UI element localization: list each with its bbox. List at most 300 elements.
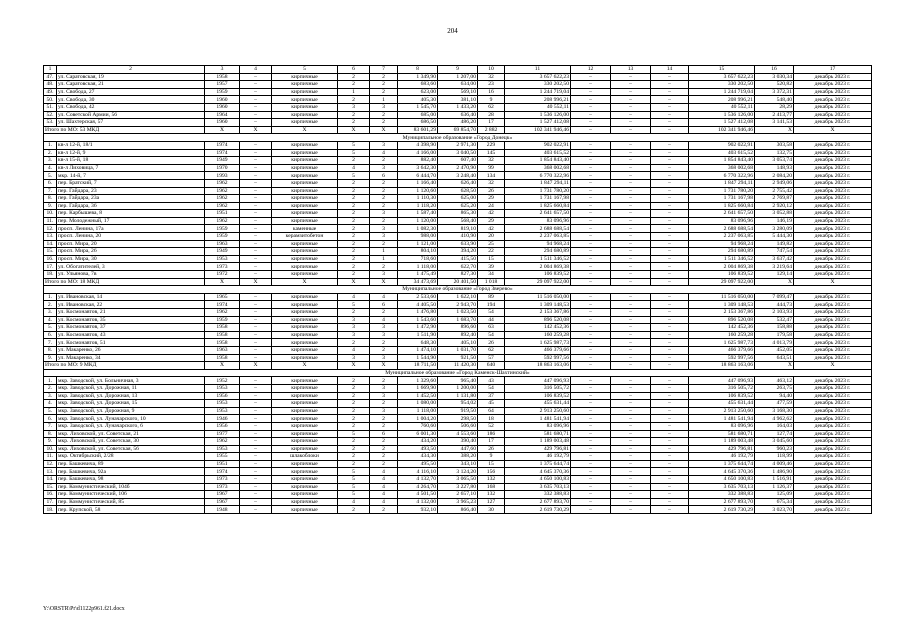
- table-cell: –: [611, 248, 651, 256]
- table-cell: 827,30: [438, 271, 478, 279]
- table-cell: 2: [338, 233, 370, 241]
- table-cell: –: [651, 248, 689, 256]
- table-cell: 2: [370, 88, 398, 96]
- table-cell: керамзитобетон: [272, 233, 338, 241]
- table-cell: –: [571, 172, 611, 180]
- table-cell: 4 650 100,83: [689, 476, 755, 484]
- table-cell: –: [651, 491, 689, 499]
- table-cell: каменные: [272, 225, 338, 233]
- total-cell: Х: [794, 126, 872, 134]
- table-cell: 3 227,80: [438, 483, 478, 491]
- table-cell: 40 552,11: [505, 103, 571, 111]
- table-cell: декабрь 2023 г.: [794, 498, 872, 506]
- table-cell: 15: [478, 255, 505, 263]
- table-cell: 5.: [44, 172, 57, 180]
- table-cell: 132,75: [755, 149, 794, 157]
- table-cell: 2: [370, 119, 398, 127]
- total-cell: Х: [205, 126, 240, 134]
- table-cell: 1 825 660,84: [689, 202, 755, 210]
- table-cell: –: [240, 255, 272, 263]
- table-cell: –: [611, 210, 651, 218]
- table-cell: –: [611, 316, 651, 324]
- total-cell: 18 863 163,06: [689, 362, 755, 370]
- table-cell: 3: [370, 324, 398, 332]
- total-cell: Х: [240, 126, 272, 134]
- table-cell: 3 030,34: [755, 73, 794, 81]
- table-cell: 46 192,79: [689, 453, 755, 461]
- table-cell: 2: [338, 422, 370, 430]
- table-cell: –: [240, 331, 272, 339]
- municipality-title: Муниципальное образование «Город Каменск-Шахтинский»: [44, 369, 872, 377]
- table-cell: кирпичные: [272, 331, 338, 339]
- address-cell: просп. Мира, 26: [57, 248, 205, 256]
- table-cell: 1952: [205, 377, 240, 385]
- table-cell: 1 082,30: [398, 225, 438, 233]
- table-row: [44, 498, 872, 506]
- table-cell: кирпичные: [272, 324, 338, 332]
- table-cell: 148,93: [755, 164, 794, 172]
- table-cell: 628,50: [438, 187, 478, 195]
- table-cell: –: [240, 217, 272, 225]
- table-cell: –: [611, 422, 651, 430]
- table-cell: 54: [478, 331, 505, 339]
- table-cell: –: [240, 453, 272, 461]
- table-cell: 3: [370, 407, 398, 415]
- table-cell: –: [651, 309, 689, 317]
- table-cell: 118,99: [755, 453, 794, 461]
- total-cell: 29 097 922,00: [505, 278, 571, 286]
- table-cell: –: [651, 164, 689, 172]
- table-cell: –: [651, 415, 689, 423]
- total-cell: 18 711,50: [398, 362, 438, 370]
- table-row: [44, 111, 872, 119]
- table-cell: 3 965,23: [438, 498, 478, 506]
- table-cell: 46 192,79: [505, 453, 571, 461]
- table-cell: –: [240, 187, 272, 195]
- table-cell: 106 839,52: [689, 392, 755, 400]
- table-cell: 592 997,56: [505, 354, 571, 362]
- table-cell: 1953: [205, 255, 240, 263]
- total-cell: –: [571, 362, 611, 370]
- table-cell: –: [651, 506, 689, 514]
- table-cell: 1 207,00: [438, 73, 478, 81]
- table-cell: 1963: [205, 346, 240, 354]
- table-cell: 303,58: [755, 141, 794, 149]
- total-row: [44, 362, 872, 370]
- table-cell: –: [240, 346, 272, 354]
- table-cell: –: [571, 195, 611, 203]
- table-cell: 477,59: [755, 400, 794, 408]
- table-cell: 3 637,42: [755, 255, 794, 263]
- table-cell: –: [611, 271, 651, 279]
- table-cell: 1 511 346,52: [505, 255, 571, 263]
- table-cell: 1 120,00: [398, 217, 438, 225]
- table-cell: 3: [370, 210, 398, 218]
- table-cell: 145: [478, 149, 505, 157]
- table-cell: 405,10: [438, 339, 478, 347]
- table-cell: 1 309 148,53: [689, 301, 755, 309]
- table-cell: кирпичные: [272, 483, 338, 491]
- table-row: [44, 240, 872, 248]
- table-cell: 4 013,79: [755, 339, 794, 347]
- table-cell: 410,90: [438, 233, 478, 241]
- address-cell: мкр. Заводской, ул. Дорожная, 9: [57, 407, 205, 415]
- table-cell: 581 680,71: [505, 430, 571, 438]
- total-cell: 29 097 922,00: [689, 278, 755, 286]
- table-cell: кирпичные: [272, 476, 338, 484]
- table-cell: 1962: [205, 187, 240, 195]
- table-cell: 2 641 657,50: [505, 210, 571, 218]
- table-cell: –: [571, 81, 611, 89]
- table-cell: 2.: [44, 384, 57, 392]
- table-cell: 2: [338, 453, 370, 461]
- table-cell: –: [571, 438, 611, 446]
- table-cell: –: [240, 445, 272, 453]
- column-number: 9: [438, 66, 478, 74]
- address-cell: мкр. Лиховской, ул. Советская, 30: [57, 438, 205, 446]
- table-cell: 452,05: [755, 346, 794, 354]
- table-cell: 3 023,70: [755, 506, 794, 514]
- table-cell: 455 631,44: [689, 400, 755, 408]
- table-cell: 11 516 050,00: [505, 293, 571, 301]
- table-cell: –: [651, 225, 689, 233]
- total-cell: –: [651, 278, 689, 286]
- table-cell: 1 683,70: [438, 316, 478, 324]
- table-cell: –: [611, 430, 651, 438]
- table-cell: –: [651, 400, 689, 408]
- table-cell: 208 996,21: [689, 96, 755, 104]
- address-cell: ул. Саратовская, 19: [57, 73, 205, 81]
- table-cell: 52: [478, 422, 505, 430]
- table-cell: декабрь 2023 г.: [794, 88, 872, 96]
- table-cell: 43: [478, 377, 505, 385]
- table-cell: 532,47: [755, 316, 794, 324]
- table-cell: –: [651, 453, 689, 461]
- table-cell: –: [611, 400, 651, 408]
- table-cell: 1949: [205, 248, 240, 256]
- table-cell: 1951: [205, 210, 240, 218]
- table-cell: –: [240, 324, 272, 332]
- table-cell: декабрь 2023 г.: [794, 301, 872, 309]
- table-cell: –: [651, 96, 689, 104]
- table-cell: 1974: [205, 141, 240, 149]
- table-cell: 463,12: [755, 377, 794, 385]
- table-cell: 2: [370, 81, 398, 89]
- table-cell: декабрь 2023 г.: [794, 430, 872, 438]
- table-row: [44, 346, 872, 354]
- total-cell: Х: [794, 278, 872, 286]
- table-cell: кирпичные: [272, 210, 338, 218]
- table-cell: –: [240, 354, 272, 362]
- total-cell: 20 401,50: [438, 278, 478, 286]
- table-cell: –: [611, 81, 651, 89]
- total-cell: Х: [755, 362, 794, 370]
- table-cell: –: [651, 422, 689, 430]
- table-row: [44, 88, 872, 96]
- table-cell: –: [651, 301, 689, 309]
- table-cell: –: [571, 430, 611, 438]
- total-cell: Х: [755, 278, 794, 286]
- table-cell: 7 099,47: [755, 293, 794, 301]
- table-cell: –: [571, 96, 611, 104]
- table-cell: 127: [478, 498, 505, 506]
- address-cell: пер. Коммунистический, 85: [57, 498, 205, 506]
- table-cell: –: [240, 460, 272, 468]
- table-cell: –: [571, 217, 611, 225]
- table-cell: 1 527 412,08: [505, 119, 571, 127]
- table-cell: кирпичные: [272, 202, 338, 210]
- total-label: Итого по МО: 18 МКД: [44, 278, 205, 286]
- table-cell: 5: [338, 149, 370, 157]
- table-cell: –: [240, 172, 272, 180]
- table-cell: 1962: [205, 202, 240, 210]
- address-cell: кв-л 12-й, 18/1: [57, 141, 205, 149]
- total-cell: 102 341 946,46: [689, 126, 755, 134]
- table-cell: 2: [338, 384, 370, 392]
- total-cell: Х: [370, 278, 398, 286]
- table-cell: 2: [370, 400, 398, 408]
- table-cell: 2: [370, 202, 398, 210]
- table-row: [44, 255, 872, 263]
- table-cell: –: [240, 248, 272, 256]
- table-cell: 3.: [44, 157, 57, 165]
- address-cell: просп. Мира, 30: [57, 255, 205, 263]
- table-cell: 6 770 322,96: [505, 172, 571, 180]
- table-cell: 1 452,50: [398, 392, 438, 400]
- total-cell: 83 601,29: [398, 126, 438, 134]
- table-cell: 4 132,00: [398, 498, 438, 506]
- table-cell: 146,19: [755, 217, 794, 225]
- address-cell: пер. Крупской, 58: [57, 506, 205, 514]
- table-cell: декабрь 2023 г.: [794, 240, 872, 248]
- table-cell: –: [611, 172, 651, 180]
- table-cell: –: [651, 195, 689, 203]
- table-row: [44, 141, 872, 149]
- table-cell: –: [651, 271, 689, 279]
- table-row: [44, 354, 872, 362]
- total-cell: 640: [478, 362, 505, 370]
- table-cell: кирпичные: [272, 263, 338, 271]
- table-cell: –: [240, 316, 272, 324]
- table-cell: 3 052,88: [755, 210, 794, 218]
- total-label: Итого по МО: 9 МКД: [44, 362, 205, 370]
- table-cell: 1951: [205, 460, 240, 468]
- table-cell: 2: [370, 263, 398, 271]
- table-cell: 3: [338, 354, 370, 362]
- table-cell: кирпичные: [272, 96, 338, 104]
- table-row: [44, 81, 872, 89]
- table-cell: 1 309 148,53: [505, 301, 571, 309]
- table-cell: 2: [370, 506, 398, 514]
- table-cell: 2: [370, 422, 398, 430]
- table-cell: декабрь 2023 г.: [794, 483, 872, 491]
- table-cell: 158,88: [755, 324, 794, 332]
- table-cell: 5: [338, 301, 370, 309]
- table-cell: 896 520,08: [505, 316, 571, 324]
- table-cell: –: [240, 271, 272, 279]
- table-cell: –: [611, 468, 651, 476]
- table-row: [44, 172, 872, 180]
- table-cell: 429 796,81: [689, 445, 755, 453]
- table-cell: 569,10: [438, 88, 478, 96]
- table-cell: –: [240, 103, 272, 111]
- table-cell: 403 615,52: [689, 149, 755, 157]
- table-cell: 32: [478, 73, 505, 81]
- table-row: [44, 233, 872, 241]
- table-cell: 2: [338, 119, 370, 127]
- address-cell: мкр. Октябрьский, 2/28: [57, 453, 205, 461]
- table-cell: декабрь 2023 г.: [794, 103, 872, 111]
- address-cell: мкр. Лиховской, ул. Советская, 56: [57, 445, 205, 453]
- table-cell: 4.: [44, 400, 57, 408]
- table-cell: декабрь 2023 г.: [794, 187, 872, 195]
- table-cell: кирпичные: [272, 271, 338, 279]
- table-cell: –: [571, 445, 611, 453]
- table-cell: 4 132,70: [398, 476, 438, 484]
- table-cell: 3: [370, 354, 398, 362]
- table-cell: 89: [478, 293, 505, 301]
- table-cell: 1 731 167,98: [689, 195, 755, 203]
- table-cell: –: [571, 468, 611, 476]
- table-cell: кирпичные: [272, 141, 338, 149]
- table-row: [44, 316, 872, 324]
- table-cell: 675,34: [755, 498, 794, 506]
- table-cell: 30: [478, 506, 505, 514]
- table-cell: 2: [338, 225, 370, 233]
- table-cell: –: [611, 377, 651, 385]
- table-cell: 1960: [205, 103, 240, 111]
- table-cell: –: [611, 309, 651, 317]
- table-cell: 486,20: [438, 119, 478, 127]
- table-cell: 3 372,31: [755, 88, 794, 96]
- table-cell: 819,10: [438, 225, 478, 233]
- table-cell: 1 121,00: [398, 240, 438, 248]
- table-cell: 194: [478, 301, 505, 309]
- table-cell: 18.: [44, 506, 57, 514]
- table-cell: декабрь 2023 г.: [794, 506, 872, 514]
- table-cell: 2 413,77: [755, 111, 794, 119]
- table-cell: 4.: [44, 316, 57, 324]
- table-cell: –: [611, 141, 651, 149]
- table-cell: 1 375 644,74: [505, 460, 571, 468]
- total-cell: –: [611, 278, 651, 286]
- table-cell: 3: [370, 225, 398, 233]
- table-cell: 1972: [205, 271, 240, 279]
- table-row: [44, 392, 872, 400]
- table-cell: кирпичные: [272, 81, 338, 89]
- table-cell: 1963: [205, 240, 240, 248]
- table-cell: 2 470,90: [438, 164, 478, 172]
- table-cell: 1 131,80: [438, 392, 478, 400]
- table-cell: 592 997,56: [689, 354, 755, 362]
- address-cell: кв-л Лиховица, 7: [57, 164, 205, 172]
- section-header-row: [44, 286, 872, 294]
- table-cell: 2 688 688,54: [689, 225, 755, 233]
- table-cell: 2: [370, 187, 398, 195]
- table-cell: 1974: [205, 301, 240, 309]
- table-cell: 1967: [205, 498, 240, 506]
- table-cell: –: [611, 103, 651, 111]
- table-cell: 1 731 780,20: [505, 187, 571, 195]
- table-row: [44, 217, 872, 225]
- table-cell: 1 120,60: [398, 187, 438, 195]
- table-cell: кирпичные: [272, 346, 338, 354]
- table-cell: кирпичные: [272, 149, 338, 157]
- table-row: [44, 384, 872, 392]
- table-cell: кирпичные: [272, 468, 338, 476]
- table-cell: 132: [478, 491, 505, 499]
- table-cell: кирпичные: [272, 187, 338, 195]
- housing-repair-table: [43, 65, 872, 514]
- table-cell: 6 001,30: [398, 430, 438, 438]
- table-cell: кирпичные: [272, 460, 338, 468]
- table-cell: 3: [370, 331, 398, 339]
- table-cell: –: [651, 430, 689, 438]
- table-cell: –: [240, 498, 272, 506]
- table-cell: 29: [478, 217, 505, 225]
- table-cell: 1 472,90: [398, 324, 438, 332]
- table-cell: –: [651, 316, 689, 324]
- table-cell: 626,40: [438, 179, 478, 187]
- table-cell: 13.: [44, 468, 57, 476]
- table-cell: 25: [478, 240, 505, 248]
- table-cell: декабрь 2023 г.: [794, 324, 872, 332]
- table-row: [44, 460, 872, 468]
- table-cell: 390,40: [438, 438, 478, 446]
- table-row: [44, 248, 872, 256]
- table-cell: декабрь 2023 г.: [794, 217, 872, 225]
- table-cell: 1 545,70: [398, 103, 438, 111]
- table-cell: 368 002,68: [689, 164, 755, 172]
- table-cell: 1 189 003,48: [505, 438, 571, 446]
- table-cell: 94 968,24: [505, 240, 571, 248]
- column-number: 10: [478, 66, 505, 74]
- table-cell: 64: [478, 407, 505, 415]
- table-cell: 24: [478, 202, 505, 210]
- table-row: [44, 407, 872, 415]
- table-cell: –: [651, 88, 689, 96]
- table-cell: 643,51: [755, 354, 794, 362]
- table-row: [44, 103, 872, 111]
- table-cell: 607,40: [438, 157, 478, 165]
- address-cell: кв-л 15-й, 18: [57, 157, 205, 165]
- table-cell: 2.: [44, 301, 57, 309]
- table-cell: декабрь 2023 г.: [794, 202, 872, 210]
- table-cell: 804,10: [398, 248, 438, 256]
- table-cell: –: [571, 73, 611, 81]
- table-cell: 1.: [44, 293, 57, 301]
- table-cell: декабрь 2023 г.: [794, 164, 872, 172]
- table-cell: 4 116,10: [398, 468, 438, 476]
- table-cell: кирпичные: [272, 73, 338, 81]
- table-cell: 5: [338, 476, 370, 484]
- table-cell: –: [571, 316, 611, 324]
- table-cell: 134: [478, 172, 505, 180]
- table-cell: декабрь 2023 г.: [794, 96, 872, 104]
- table-cell: –: [240, 88, 272, 96]
- table-cell: 2: [338, 400, 370, 408]
- table-cell: –: [571, 119, 611, 127]
- table-cell: 394,20: [438, 248, 478, 256]
- table-cell: 548,40: [755, 96, 794, 104]
- table-cell: 7.: [44, 339, 57, 347]
- table-cell: декабрь 2023 г.: [794, 400, 872, 408]
- total-cell: Х: [755, 126, 794, 134]
- table-cell: 381,10: [438, 96, 478, 104]
- table-cell: 1957: [205, 81, 240, 89]
- table-cell: 14.: [44, 476, 57, 484]
- table-cell: 20: [478, 233, 505, 241]
